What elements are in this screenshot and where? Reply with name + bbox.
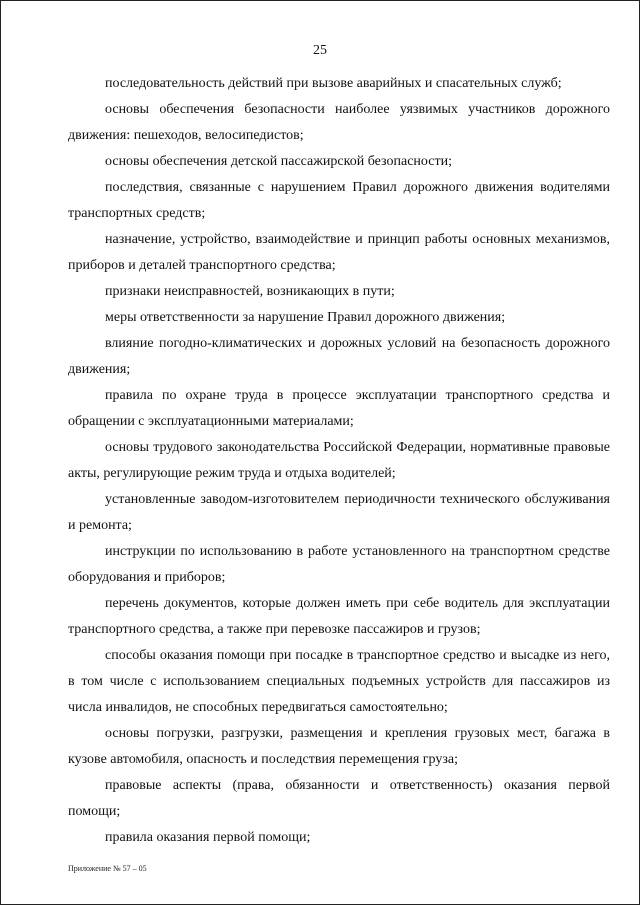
paragraph: основы трудового законодательства Российской Федерации, нормативные правовые акты, регулирующие режим труда и отдыха водителей; [68,440,610,481]
paragraph: основы обеспечения безопасности наиболее уязвимых участников дорожного движения: пешеходов, велосипедистов; [68,102,610,143]
paragraph: влияние погодно-климатических и дорожных условий на безопасность дорожного движения; [68,336,610,377]
paragraph: назначение, устройство, взаимодействие и принцип работы основных механизмов, приборов и деталей транспортного средства; [68,232,610,273]
paragraph: признаки неисправностей, возникающих в пути; [105,284,395,299]
paragraph: меры ответственности за нарушение Правил дорожного движения; [105,310,506,325]
body-text [68,71,610,851]
paragraph: основы погрузки, разгрузки, размещения и крепления грузовых мест, багажа в кузове автомобиля, опасность и последствия перемещения груза; [68,726,610,767]
paragraph: правовые аспекты (права, обязанности и ответственность) оказания первой помощи; [68,778,610,819]
paragraph: последовательность действий при вызове аварийных и спасательных служб; [105,76,562,91]
page-number: 25 [313,43,327,58]
paragraph: перечень документов, которые должен иметь при себе водитель для эксплуатации транспортного средства, а также при перевозке пассажиров и грузов; [68,596,610,637]
paragraph: последствия, связанные с нарушением Правил дорожного движения водителями транспортных средств; [68,180,610,221]
paragraph: правила оказания первой помощи; [105,830,311,845]
page-footer: Приложение № 57 – 05 [68,864,147,873]
paragraph: основы обеспечения детской пассажирской безопасности; [105,154,452,169]
paragraph: правила по охране труда в процессе эксплуатации транспортного средства и обращении с эксплуатационными материалами; [68,388,610,429]
paragraph: инструкции по использованию в работе установленного на транспортном средстве оборудования и приборов; [68,544,610,585]
paragraph: способы оказания помощи при посадке в транспортное средство и высадке из него, в том числе с использованием специальных подъемных устройств для пассажиров из числа инвалидов, не способных передвигаться самостоятельно; [68,648,610,715]
paragraph: установленные заводом-изготовителем периодичности технического обслуживания и ремонта; [68,492,610,533]
